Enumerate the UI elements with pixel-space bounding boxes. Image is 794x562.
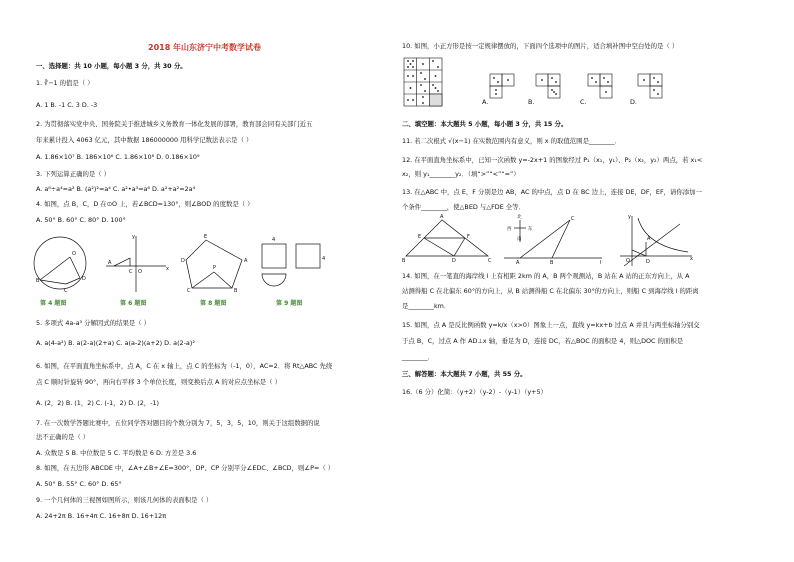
svg-text:B: B	[550, 260, 554, 266]
svg-text:x: x	[690, 256, 693, 262]
svg-text:北: 北	[517, 215, 522, 220]
svg-text:l: l	[600, 260, 602, 266]
figure-13-triangle	[402, 214, 492, 264]
section-2-heading: 二、填空题：本大题共 5 小题，每小题 3 分，共 15 分。	[402, 120, 568, 128]
question-1: 1. ∛−1 的值是（ ）	[36, 79, 94, 87]
svg-text:x: x	[166, 266, 169, 272]
svg-text:C: C	[129, 269, 133, 275]
question-13-line-2: 个条件________，使△BED 与△FDE 全等．	[402, 203, 525, 211]
figure-14-coast	[504, 213, 602, 266]
question-4: 4. 如图，点 B，C，D 在⊙O 上，若∠BCD=130°，则∠BOD 的度数是（ ）	[36, 200, 254, 208]
question-16: 16.（6 分）化简：（y+2）（y-2）-（y-1）（y+5）	[402, 388, 547, 396]
question-2-line-1: 2. 为贯彻落实党中央、国务院关于推进城乡义务教育一体化发展的部署，教育部会同有关部门近五	[36, 120, 313, 128]
question-11: 11. 若二次根式 √(x−1) 在实数范围内有意义，则 x 的取值范围是________．	[402, 137, 621, 145]
question-5-options: A. a(4-a²) B. a(2-a)(2+a) C. a(a-2)(a+2) D. a(2-a)²	[36, 339, 195, 347]
question-15-line-2: 于点 B，C，过点 A 作 AD⊥x 轴，垂足为 D，连接 DC，若△BOC 的面积是 4，则△DOC 的面积是	[402, 337, 684, 345]
question-14-line-1: 14. 如图，在一笔直的海岸线 l 上有相距 2km 的 A，B 两个观测站，B 站在 A 站的正东方向上，从 A	[402, 272, 690, 280]
question-1-options: A. 1 B. -1 C. 3 D. -3	[36, 101, 98, 109]
question-13-line-1: 13. 在△ABC 中，点 E，F 分别是边 AB，AC 的中点，点 D 在 BC 边上，连接 DE，DF，EF，请你添加一	[402, 188, 702, 196]
question-7-options: A. 众数是 5 B. 中位数是 5 C. 平均数是 6 D. 方差是 3.6	[36, 449, 197, 457]
question-10-figures	[402, 56, 702, 112]
figure-4-caption: 第 4 题图	[40, 300, 67, 307]
question-14-line-3: 是________km．	[402, 302, 451, 310]
question-3: 3. 下列运算正确的是（ ）	[36, 170, 111, 178]
question-2-line-2: 年来累计投入 4063 亿元，其中数据 186000000 用科学记数法表示是（ ）	[36, 136, 253, 144]
question-7-line-2: 法不正确的是（ ）	[36, 433, 90, 441]
svg-text:A: A	[244, 258, 248, 264]
figure-9-caption: 第 9 题图	[276, 300, 303, 307]
question-7-line-1: 7. 在一次数学答题比赛中，五位同学答对题目的个数分别为 7，5，3，5，10，则关于这组数据的说	[36, 419, 320, 427]
question-15-line-3: ________．	[402, 353, 434, 361]
option-c-label: C.	[580, 98, 587, 106]
svg-text:F: F	[467, 234, 470, 240]
question-14-line-2: 站测得船 C 在北偏东 60°的方向上，从 B 站测得船 C 在北偏东 30°的方向上，则船 C 到海岸线 l 的距离	[402, 287, 699, 295]
figure-6-caption: 第 6 题图	[120, 300, 147, 307]
option-d-label: D.	[630, 98, 637, 106]
svg-text:南: 南	[517, 237, 522, 242]
svg-text:A: A	[516, 260, 520, 266]
svg-text:B: B	[402, 258, 406, 264]
svg-text:B: B	[36, 278, 40, 284]
svg-text:E: E	[204, 234, 208, 240]
svg-text:P: P	[213, 265, 217, 271]
figure-6-axes	[106, 234, 169, 292]
svg-text:O: O	[626, 258, 630, 264]
svg-text:C: C	[187, 288, 191, 294]
svg-text:A: A	[647, 236, 651, 242]
option-b-tile	[536, 74, 560, 98]
svg-text:4: 4	[272, 237, 276, 243]
question-5: 5. 多项式 4a-a³ 分解因式的结果是（ ）	[36, 319, 151, 327]
svg-text:O: O	[72, 251, 76, 257]
svg-text:B: B	[234, 288, 238, 294]
svg-text:C: C	[64, 288, 68, 294]
question-3-options: A. a⁸÷a⁴=a² B. (a²)²=a⁴ C. a²•a³=a⁶ D. a²+a²=2a⁴	[36, 185, 196, 193]
question-6-options: A. (2，2) B. (1，2) C. (-1，2) D. (2，-1)	[36, 399, 160, 407]
figure-8-pentagon	[181, 234, 248, 294]
svg-text:y: y	[132, 234, 135, 240]
svg-text:C: C	[571, 216, 575, 222]
option-a-label: A.	[482, 98, 489, 106]
svg-text:A: A	[440, 214, 444, 220]
svg-text:D: D	[646, 259, 650, 265]
option-c-tile	[588, 74, 612, 98]
dot-grid-figure	[404, 58, 442, 106]
figures-row	[36, 230, 388, 296]
svg-text:A: A	[108, 260, 112, 266]
section-3-heading: 三、解答题：本大题共 7 小题，共 55 分。	[402, 370, 527, 378]
question-4-options: A. 50° B. 60° C. 80° D. 100°	[36, 216, 126, 224]
option-b-label: B.	[528, 98, 535, 106]
question-10: 10. 如图，小正方形是按一定规律摆放的，下面四个选项中的图片，适合填补图中空白处的是（ ）	[402, 42, 679, 50]
svg-text:C: C	[488, 258, 492, 264]
svg-text:D: D	[82, 276, 86, 282]
page-title: 2018 年山东济宁中考数学试卷	[148, 43, 262, 52]
section-1-heading: 一、选择题：共 10 小题，每小题 3 分，共 30 分。	[36, 62, 187, 70]
figures-row-2	[402, 212, 762, 268]
question-12-line-2: x₂，则 y₁________y₂．（填“>”“<”“=”）	[402, 170, 520, 178]
svg-text:D: D	[181, 258, 185, 264]
svg-text:O: O	[138, 269, 142, 275]
question-6-line-1: 6. 如图，在平面直角坐标系中，点 A，C 在 x 轴上，点 C 的坐标为（-1，0），AC=2．将 Rt△ABC 先绕	[36, 362, 333, 370]
svg-text:西: 西	[507, 227, 512, 232]
question-6-line-2: 点 C 顺时针旋转 90°，再向右平移 3 个单位长度，则变换后点 A 的对应点坐标是（ ）	[36, 378, 281, 386]
svg-text:y: y	[628, 214, 631, 220]
figure-4-circle	[34, 237, 86, 294]
figure-8-caption: 第 8 题图	[200, 300, 227, 307]
question-12-line-1: 12. 在平面直角坐标系中，已知一次函数 y=-2x+1 的图象经过 P₁（x₁，y₁）、P₂（x₂，y₂）两点，若 x₁<	[402, 156, 703, 164]
figure-9-three-views	[262, 237, 325, 286]
question-9: 9. 一个几何体的三视图如图所示，则该几何体的表面积是（ ）	[36, 496, 213, 504]
question-8-options: A. 50° B. 55° C. 60° D. 65°	[36, 480, 122, 488]
option-d-tile	[638, 74, 662, 98]
svg-text:4: 4	[322, 256, 326, 262]
option-a-tile	[490, 74, 514, 98]
question-15-line-1: 15. 如图，点 A 是反比例函数 y=k/x（x>0）图象上一点，直线 y=kx+b 过点 A 并且与两坐标轴分别交	[402, 321, 700, 329]
question-2-options: A. 1.86×10⁷ B. 186×10⁶ C. 1.86×10⁸ D. 0.186×10⁹	[36, 153, 200, 161]
svg-text:D: D	[452, 258, 456, 264]
svg-text:E: E	[418, 234, 422, 240]
figure-15-hyperbola	[620, 214, 693, 266]
svg-text:东: 东	[528, 227, 533, 232]
question-9-options: A. 24+2π B. 16+4π C. 16+8π D. 16+12π	[36, 512, 167, 520]
question-8: 8. 如图，在五边形 ABCDE 中，∠A+∠B+∠E=300°，DP、CP 分别平分∠EDC、∠BCD，则∠P=（ ）	[36, 464, 335, 472]
